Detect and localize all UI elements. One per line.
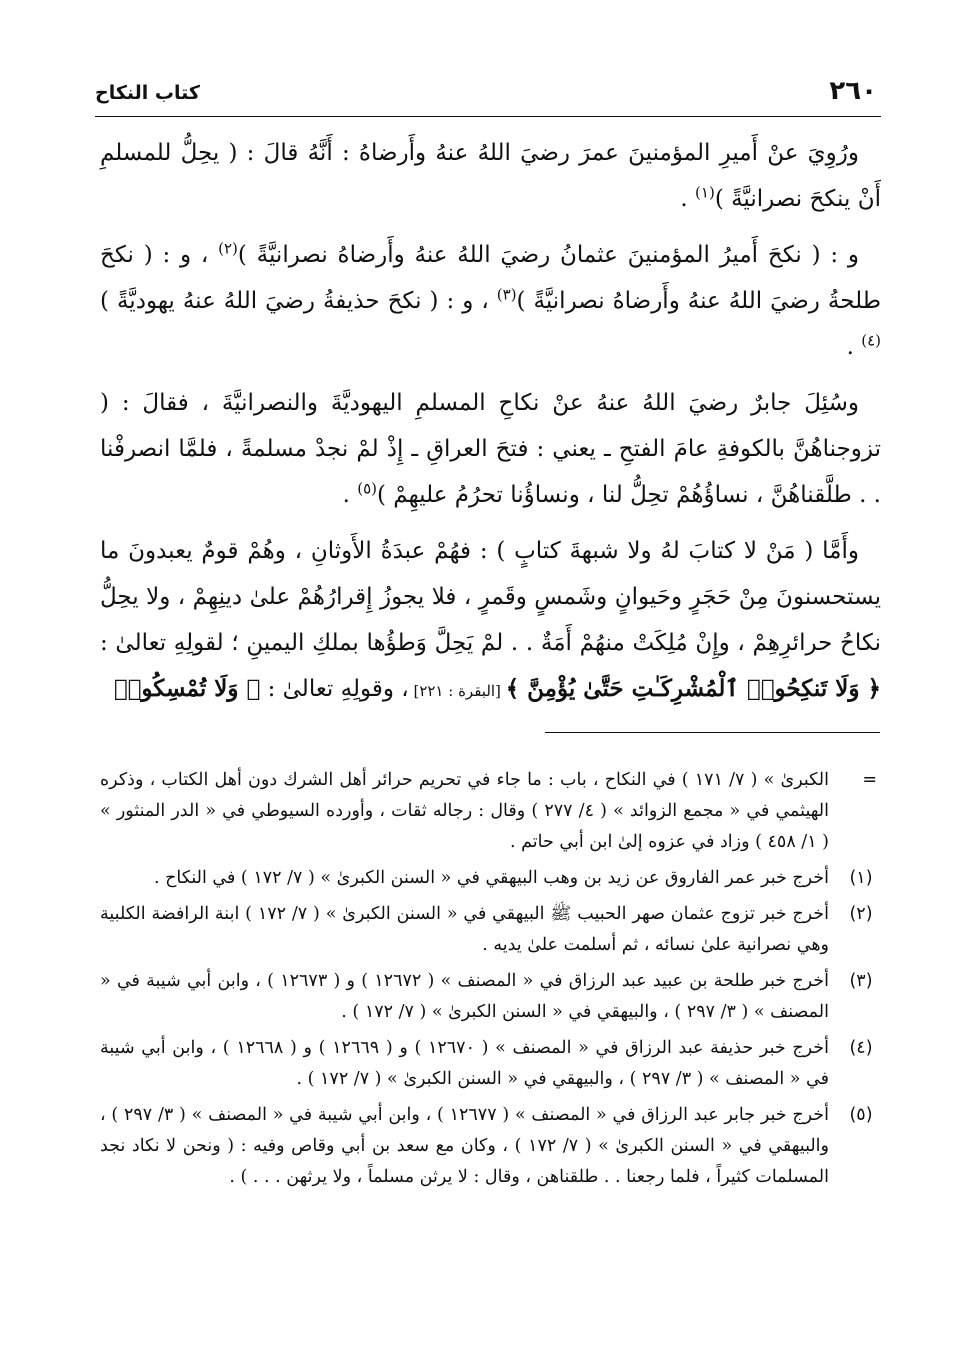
footnote-ref-3: (٣) bbox=[496, 285, 517, 304]
footnote-number: (٤) bbox=[849, 1038, 873, 1058]
footnote-number: (١) bbox=[849, 868, 873, 888]
surah-reference: [البقرة : ٢٢١] bbox=[408, 682, 506, 700]
paragraph-text: ورُوِيَ عنْ أَميرِ المؤمنينَ عمرَ رضيَ اللهُ عنهُ وأَرضاهُ : أَنَّهُ قالَ : ( يحِلُّ للمسلمِ أَنْ ينكحَ نصرانيَّةً ) bbox=[100, 140, 881, 212]
footnote-continuation bbox=[100, 765, 881, 858]
footnote-ref-5: (٥) bbox=[357, 479, 377, 498]
page-header bbox=[95, 70, 881, 117]
paragraph-jabir bbox=[100, 380, 881, 518]
footnote-text: أخرج خبر جابر عبد الرزاق في « المصنف » ( ١٢٦٧٧ ) ، وابن أبي شيبة في « المصنف » ( ٣/ ٢٩٧ ) ، والبيهقي في « السنن الكبرىٰ » ( ٧/ ١٧٢ ) ، وكان مع سعد بن أبي وقاص وفيه : ( ونحن لا نكاد نجد المسلمات كثيراً ، فلما رجعنا . . طلقناهن ، وقال : لا يرثن مسلماً ، ولا يرثهن . . . ) . bbox=[100, 1105, 829, 1187]
paragraph-text: وأَمَّا ( مَنْ لا كتابَ لهُ ولا شبهةَ كتابٍ ) : فهُمْ عبدَةُ الأَوثانِ ، وهُمْ قومٌ يعبدونَ ما يستحسنونَ مِنْ حَجَرٍ وحَيوانٍ وشَمسٍ وقَمرٍ ، فلا يجوزُ إِقرارُهُمْ علىٰ دينِهِمْ ، ولا يحِلُّ نكاحُ حرائرِهِمْ ، وإِنْ مُلِكَتْ منهُمْ أَمَةٌ . . لمْ يَحِلَّ وَطؤُها بملكِ اليمينِ ؛ لقولِهِ تعالىٰ : bbox=[100, 538, 881, 656]
paragraph-text: . bbox=[342, 482, 358, 508]
footnote-text: أخرج خبر عمر الفاروق عن زيد بن وهب البيهقي في « السنن الكبرىٰ » ( ٧/ ١٧٢ ) في النكاح . bbox=[153, 868, 829, 888]
paragraph-text: و : ( نكحَ أَميرُ المؤمنينَ عثمانُ رضيَ اللهُ عنهُ وأَرضاهُ نصرانيَّةً ) bbox=[237, 242, 859, 268]
paragraph-idolaters bbox=[100, 528, 881, 714]
paragraph-text: ، و : ( نكحَ حذيفةُ رضيَ اللهُ عنهُ يهوديَّةً ) bbox=[100, 288, 497, 314]
main-text bbox=[100, 130, 881, 724]
paragraph-companions bbox=[100, 232, 881, 370]
footnote-ref-1: (١) bbox=[695, 183, 715, 202]
continuation-mark: = bbox=[862, 770, 877, 790]
footnote-ref-2: (٢) bbox=[218, 239, 238, 258]
quran-verse: ﴿ وَلَا تُمْسِكُوا۟ bbox=[113, 675, 261, 702]
paragraph-umar bbox=[100, 130, 881, 222]
footnote-4 bbox=[100, 1033, 881, 1095]
paragraph-text: . bbox=[680, 186, 696, 212]
footnote-5 bbox=[100, 1100, 881, 1193]
footnote-3 bbox=[100, 966, 881, 1028]
footnote-ref-4: (٤) bbox=[861, 331, 881, 350]
footnote-number: (٥) bbox=[849, 1105, 873, 1125]
running-title: كتاب النكاح bbox=[95, 82, 200, 104]
paragraph-text: وسُئِلَ جابرٌ رضيَ اللهُ عنهُ عنْ نكاحِ المسلمِ اليهوديَّةَ والنصرانيَّةَ ، فقالَ : ( تزوجناهُنَّ بالكوفةِ عامَ الفتحِ ـ يعني : فتحَ العراقِ ـ إِذْ لمْ نجدْ مسلمةً ، فلمَّا انصرفْنا . . طلَّقناهُنَّ ، نساؤُهُمْ تحِلُّ لنا ، ونساؤُنا تحرُمُ عليهِمْ ) bbox=[100, 390, 881, 508]
paragraph-text: . bbox=[846, 334, 862, 360]
footnote-number: (٣) bbox=[849, 971, 873, 991]
paragraph-text: ، و : ( نكحَ طلحةُ رضيَ اللهُ عنهُ وأَرضاهُ نصرانيَّةً ) bbox=[100, 242, 882, 314]
footnote-number: (٢) bbox=[849, 904, 873, 924]
page-number: ٢٦٠ bbox=[829, 76, 877, 106]
footnote-text: أخرج خبر تزوج عثمان صهر الحبيب ﷺ البيهقي في « السنن الكبرىٰ » ( ٧/ ١٧٢ ) ابنة الرافضة الكلبية وهي نصرانية علىٰ نسائه ، ثم أسلمت علىٰ يديه . bbox=[100, 904, 829, 955]
footnote-2 bbox=[100, 899, 881, 961]
footnote-text: أخرج خبر طلحة بن عبيد عبد الرزاق في « المصنف » ( ١٢٦٧٢ ) و ( ١٢٦٧٣ ) ، وابن أبي شيبة في « المصنف » ( ٣/ ٢٩٧ ) ، والبيهقي في « السنن الكبرىٰ » ( ٧/ ١٧٢ ) . bbox=[100, 971, 829, 1022]
footnote-text: الكبرىٰ » ( ٧/ ١٧١ ) في النكاح ، باب : ما جاء في تحريم حرائر أهل الشرك دون أهل الكتاب ، وذكره الهيثمي في « مجمع الزوائد » ( ٤/ ٢٧٧ ) وقال : رجاله ثقات ، وأورده السيوطي في « الدر المنثور » ( ١/ ٤٥٨ ) وزاد في عزوه إلىٰ ابن أبي حاتم . bbox=[100, 770, 829, 852]
footnote-text: أخرج خبر حذيفة عبد الرزاق في « المصنف » ( ١٢٦٧٠ ) و ( ١٢٦٦٩ ) و ( ١٢٦٦٨ ) ، وابن أبي شيبة في « المصنف » ( ٣/ ٢٩٧ ) ، والبيهقي في « السنن الكبرىٰ » ( ٧/ ١٧٢ ) . bbox=[100, 1038, 829, 1089]
paragraph-text: ، وقولِهِ تعالىٰ : bbox=[260, 676, 409, 702]
quran-verse: ﴿ وَلَا تَنكِحُوا۟ ٱلْمُشْرِكَـٰتِ حَتَّىٰ يُؤْمِنَّ ﴾ bbox=[505, 675, 881, 702]
footnote-separator bbox=[545, 732, 880, 733]
footnotes bbox=[100, 765, 881, 1198]
footnote-1 bbox=[100, 863, 881, 894]
